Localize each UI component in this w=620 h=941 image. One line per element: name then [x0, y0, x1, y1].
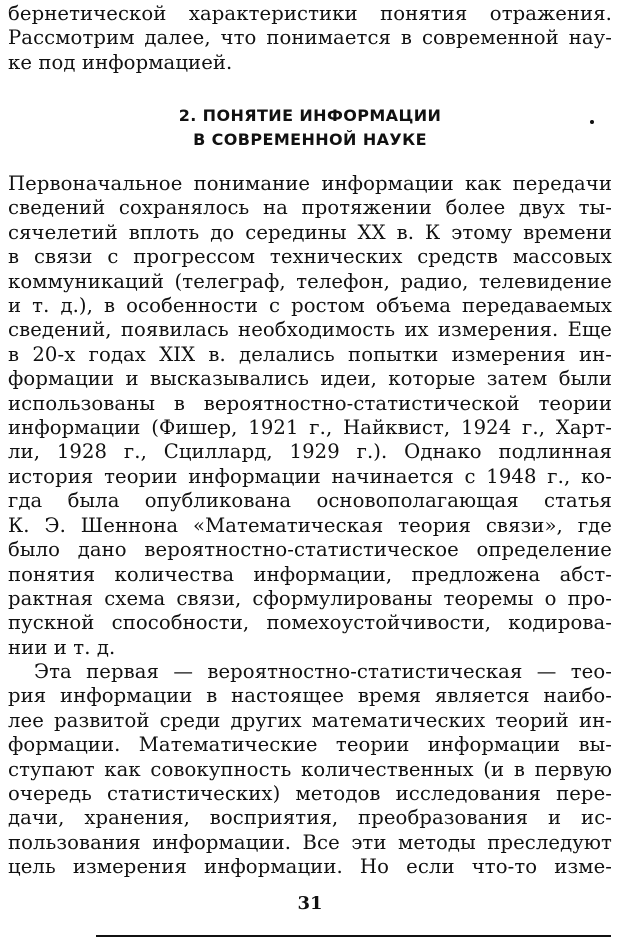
paragraph-1-line: в связи с прогрессом технических средств массовых — [8, 245, 612, 269]
page-number: 31 — [297, 893, 323, 914]
paragraph-1-line: было дано вероятностно-статистическое определение — [8, 538, 612, 562]
paragraph-1-line: информации (Фишер, 1921 г., Найквист, 1924 г., Харт- — [8, 416, 612, 440]
paragraph-1-line: ли, 1928 г., Сциллард, 1929 г.). Однако подлинная — [8, 440, 612, 464]
paragraph-1-line: пускной способности, помехоустойчивости, кодирова- — [8, 611, 612, 635]
section-heading-line-1: 2. ПОНЯТИЕ ИНФОРМАЦИИ — [178, 106, 442, 125]
paragraph-2-line: лее развитой среди других математических теорий ин- — [8, 708, 612, 732]
paragraph-1-line: понятия количества информации, предложена абст- — [8, 562, 612, 586]
paragraph-2-line: дачи, хранения, восприятия, преобразования и ис- — [8, 806, 612, 830]
paragraph-1-line: сведений, появилась необходимость их измерения. Еще — [8, 318, 612, 342]
intro-line-2: Рассмотрим далее, что понимается в современной нау- — [8, 26, 612, 50]
paragraph-1-line: история теории информации начинается с 1948 г., ко- — [8, 464, 612, 488]
paragraph-1-line: в 20-х годах XIX в. делались попытки измерения ин- — [8, 342, 612, 366]
stray-dot-mark — [590, 120, 594, 124]
intro-line-3: ке под информацией. — [8, 50, 233, 74]
paragraph-1-line: нии и т. д. — [8, 635, 116, 659]
paragraph-1-line: формации и высказывались идеи, которые затем были — [8, 367, 612, 391]
paragraph-1-line: сведений сохранялось на протяжении более двух ты- — [8, 196, 612, 220]
paragraph-1-line: коммуникаций (телеграф, телефон, радио, телевидение — [8, 269, 612, 293]
paragraph-2-line: очередь статистических) методов исследования пере- — [8, 782, 612, 806]
section-heading-line-2: В СОВРЕМЕННОЙ НАУКЕ — [193, 130, 427, 149]
intro-line-1: бернетической характеристики понятия отражения. — [8, 2, 612, 25]
paragraph-1-line: К. Э. Шеннона «Математическая теория связи», где — [8, 513, 612, 537]
paragraph-2 — [8, 660, 612, 880]
intro-text — [8, 2, 612, 75]
paragraph-2-line: цель измерения информации. Но если что-то изме- — [8, 855, 612, 879]
paragraph-1-line: гда была опубликована основополагающая статья — [8, 489, 612, 513]
paragraph-1 — [8, 172, 612, 660]
paragraph-2-line: формации. Математические теории информации вы- — [8, 733, 612, 757]
paragraph-1-line: использованы в вероятностно-статистической теории — [8, 391, 612, 415]
paragraph-1-line: рактная схема связи, сформулированы теоремы о про- — [8, 586, 612, 610]
paragraph-1-line: Первоначальное понимание информации как передачи — [8, 172, 612, 195]
paragraph-2-line: рия информации в настоящее время является наибо- — [8, 684, 612, 708]
paragraph-2-line: Эта первая — вероятностно-статистическая — тео- — [34, 660, 612, 683]
paragraph-2-line: пользования информации. Все эти методы преследуют — [8, 830, 612, 854]
footer-rule — [96, 935, 611, 937]
paragraph-1-line: сячелетий вплоть до середины XX в. К этому времени — [8, 220, 612, 244]
paragraph-2-line: ступают как совокупность количественных (и в первую — [8, 757, 612, 781]
paragraph-1-line: и т. д.), в особенности с ростом объема передаваемых — [8, 294, 612, 318]
